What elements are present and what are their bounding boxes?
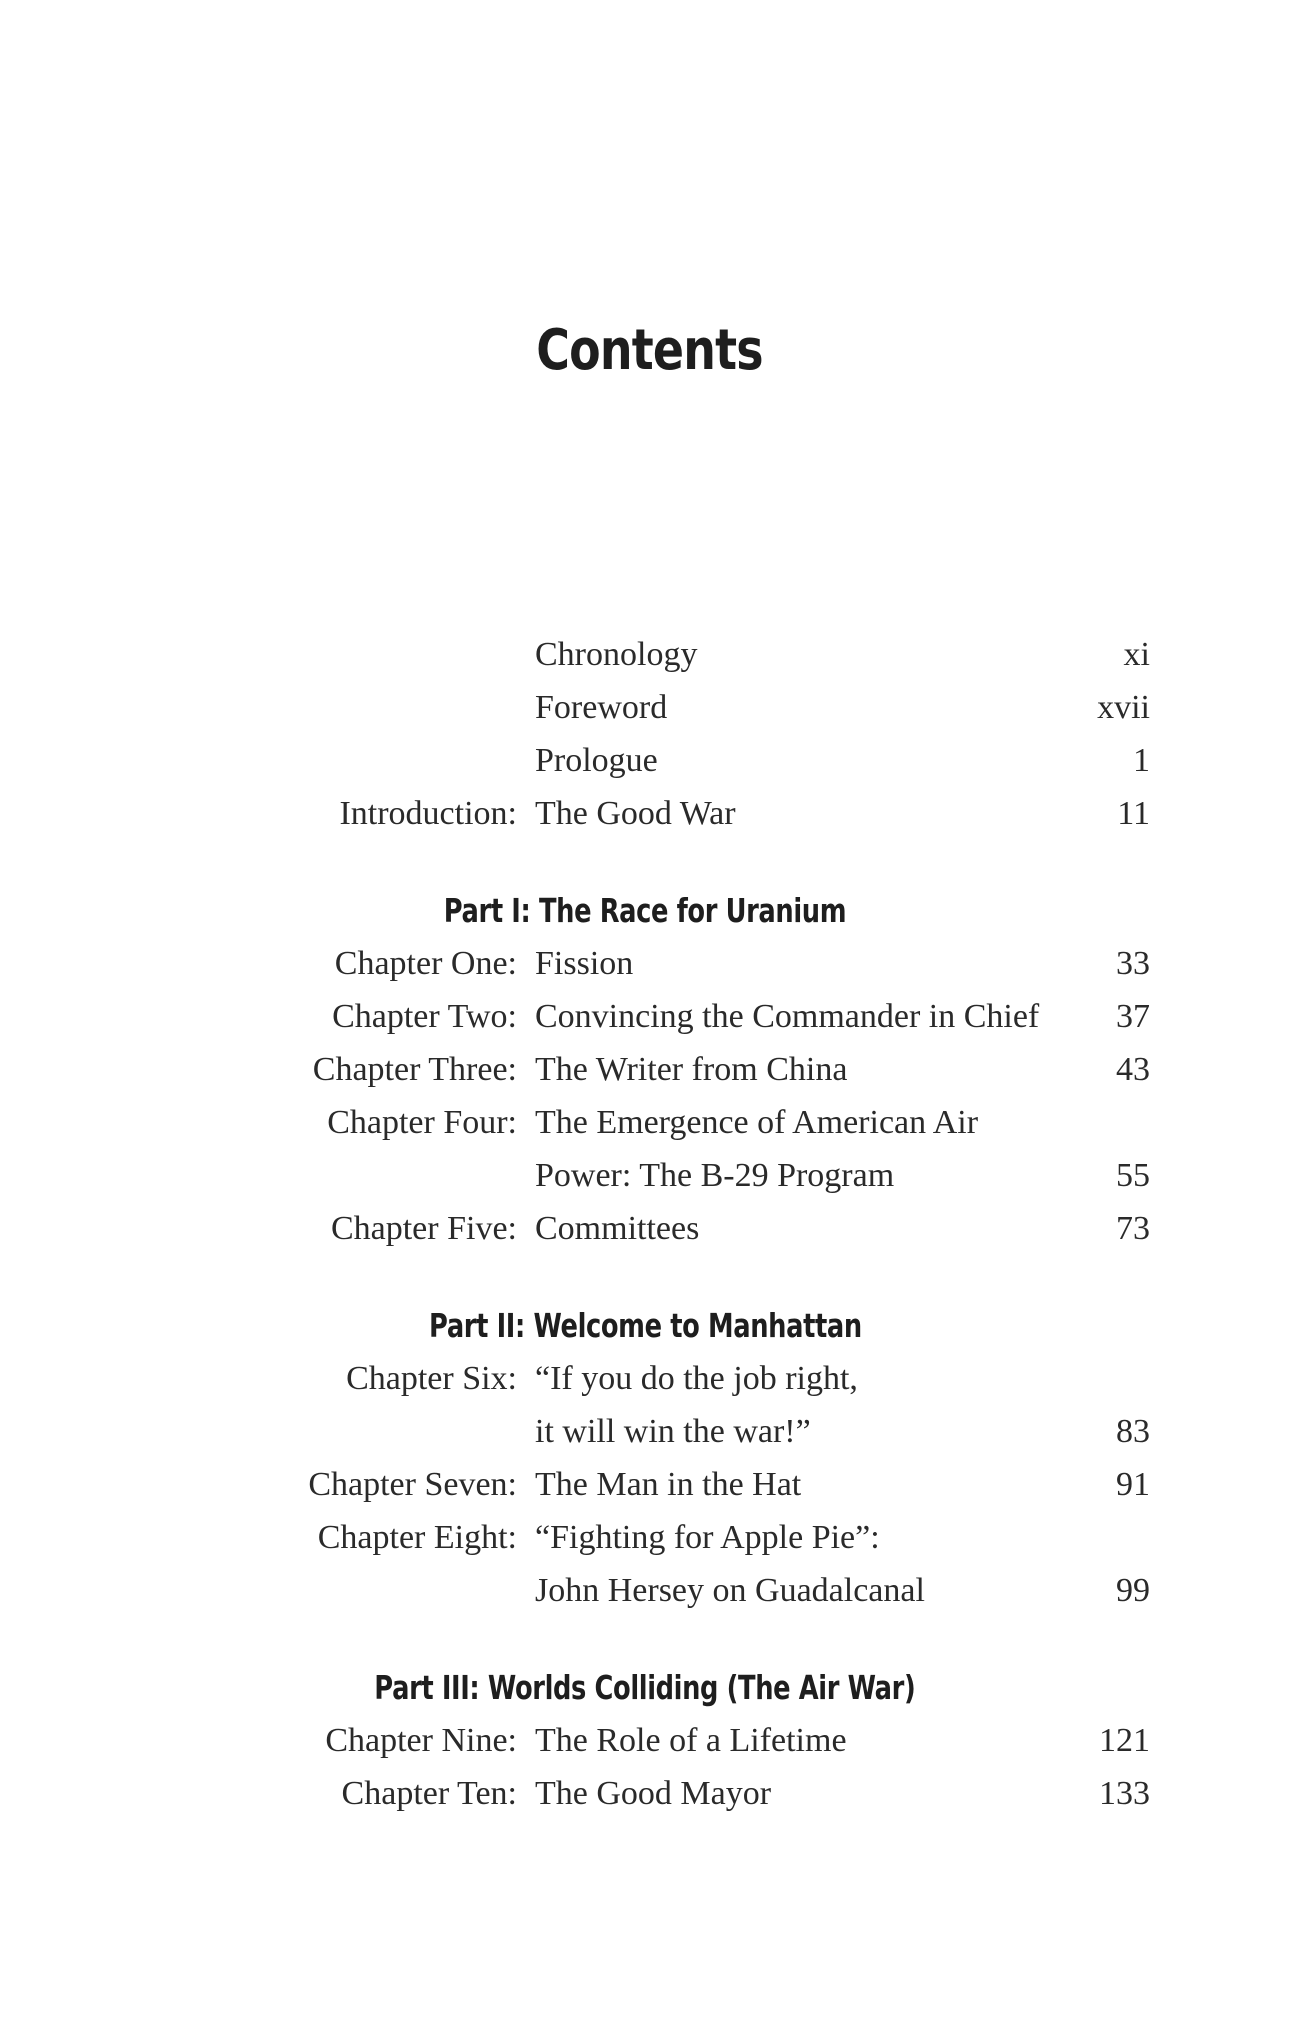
entry-page: 73 xyxy=(1116,1210,1150,1247)
entry-title: Convincing the Commander in Chief xyxy=(535,998,1040,1035)
entry-title: John Hersey on Guadalcanal xyxy=(535,1572,925,1609)
entry-label: Chapter Ten: xyxy=(341,1775,517,1812)
toc-entry xyxy=(0,1714,1290,1767)
toc-entry xyxy=(0,1352,1290,1405)
toc-entry xyxy=(0,990,1290,1043)
entry-title: Committees xyxy=(535,1210,700,1247)
entry-title: Chronology xyxy=(535,636,698,673)
part-heading-text: Part I: The Race for Uranium xyxy=(443,891,847,930)
entry-label: Chapter Four: xyxy=(327,1104,517,1141)
toc-entry xyxy=(0,1149,1290,1202)
toc-entry xyxy=(0,1202,1290,1255)
entry-page: 1 xyxy=(1133,742,1150,779)
table-of-contents xyxy=(0,628,1290,1820)
entry-page: 133 xyxy=(1099,1775,1150,1812)
entry-page: 37 xyxy=(1116,998,1150,1035)
entry-title: The Good Mayor xyxy=(535,1775,772,1812)
entry-label: Chapter Seven: xyxy=(308,1466,517,1503)
toc-entry-chronology xyxy=(0,628,1290,681)
toc-entry xyxy=(0,1405,1290,1458)
entry-page: xvii xyxy=(1097,689,1150,726)
entry-page: xi xyxy=(1123,636,1150,673)
toc-entry xyxy=(0,1511,1290,1564)
toc-entry xyxy=(0,1458,1290,1511)
part-heading-3 xyxy=(0,1661,1290,1714)
entry-title: Fission xyxy=(535,945,634,982)
toc-entry-foreword xyxy=(0,681,1290,734)
entry-title: “If you do the job right, xyxy=(535,1360,858,1397)
entry-label: Introduction: xyxy=(339,795,517,832)
entry-page: 99 xyxy=(1116,1572,1150,1609)
entry-page: 55 xyxy=(1116,1157,1150,1194)
entry-page: 33 xyxy=(1116,945,1150,982)
entry-label: Chapter Two: xyxy=(332,998,517,1035)
toc-entry xyxy=(0,1767,1290,1820)
entry-label: Chapter Three: xyxy=(312,1051,517,1088)
page-title: Contents xyxy=(536,318,763,383)
entry-title: “Fighting for Apple Pie”: xyxy=(535,1519,880,1556)
part-heading-1 xyxy=(0,884,1290,937)
entry-page: 43 xyxy=(1116,1051,1150,1088)
part-heading-2 xyxy=(0,1299,1290,1352)
entry-title: Power: The B-29 Program xyxy=(535,1157,895,1194)
toc-entry xyxy=(0,1043,1290,1096)
entry-title: Prologue xyxy=(535,742,658,779)
entry-page: 11 xyxy=(1117,795,1150,832)
entry-title: The Role of a Lifetime xyxy=(535,1722,847,1759)
toc-entry xyxy=(0,1096,1290,1149)
entry-label: Chapter One: xyxy=(334,945,517,982)
entry-label: Chapter Six: xyxy=(346,1360,517,1397)
entry-label: Chapter Five: xyxy=(330,1210,517,1247)
entry-title: Foreword xyxy=(535,689,668,726)
entry-title: The Writer from China xyxy=(535,1051,848,1088)
part-heading-text: Part III: Worlds Colliding (The Air War) xyxy=(374,1668,916,1707)
toc-entry-introduction xyxy=(0,787,1290,840)
entry-label: Chapter Eight: xyxy=(317,1519,517,1556)
entry-title: The Good War xyxy=(535,795,736,832)
entry-title: The Man in the Hat xyxy=(535,1466,802,1503)
toc-entry xyxy=(0,937,1290,990)
entry-page: 91 xyxy=(1116,1466,1150,1503)
entry-page: 83 xyxy=(1116,1413,1150,1450)
entry-title: The Emergence of American Air xyxy=(535,1104,979,1141)
entry-title: it will win the war!” xyxy=(535,1413,811,1450)
toc-entry xyxy=(0,1564,1290,1617)
entry-label: Chapter Nine: xyxy=(325,1722,517,1759)
toc-entry-prologue xyxy=(0,734,1290,787)
entry-page: 121 xyxy=(1099,1722,1150,1759)
part-heading-text: Part II: Welcome to Manhattan xyxy=(428,1306,862,1345)
